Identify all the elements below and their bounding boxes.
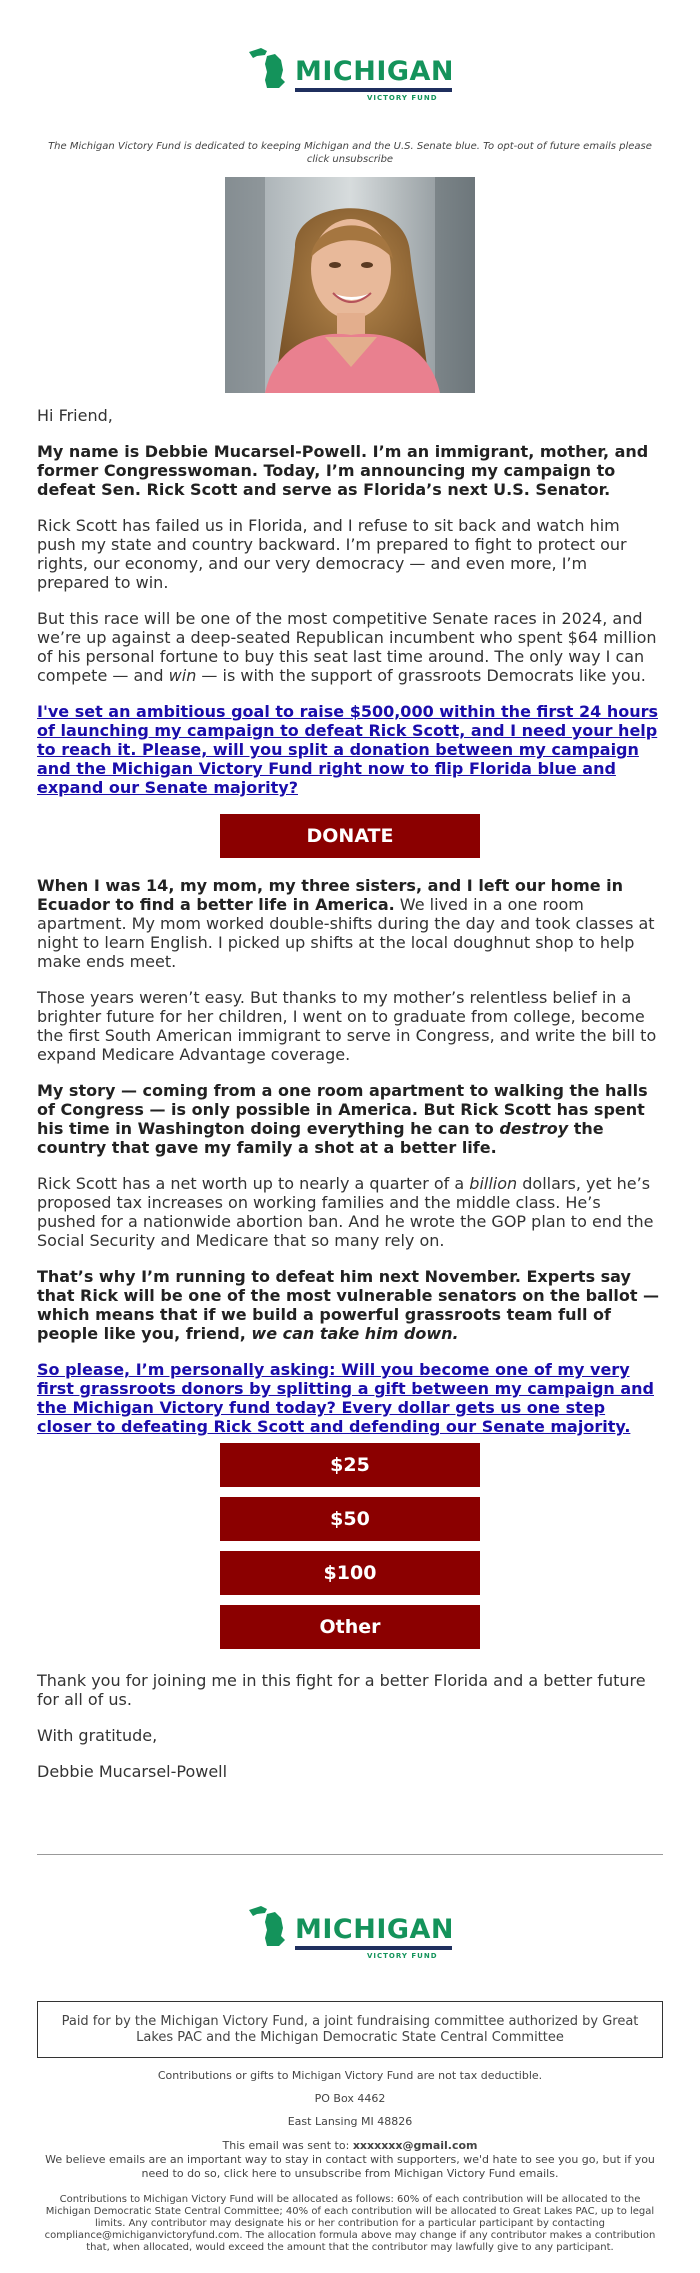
paid-for-text: Paid for by the Michigan Victory Fund, a joint fundraising committee authorized by Great Lakes PAC and the Michigan Democratic State Central Committee (61, 2013, 639, 2045)
michigan-state-icon (245, 42, 293, 90)
paragraph-my-story-a: My story — coming from a one room apartment to walking the halls of Congress — is only possible in America. But Rick Scott has spent his time in Washington doing everything he can to (37, 1081, 648, 1138)
paragraph-my-story-em: destroy (499, 1119, 569, 1138)
email-body (37, 406, 663, 1798)
paragraph-running-a: That’s why I’m running to defeat him next November. Experts say that Rick will be one of the most vulnerable senators on the ballot — which means that if we build a powerful grassroots team full of people like you, friend, (37, 1267, 660, 1343)
logo-bar (295, 88, 452, 92)
logo-wordmark: MICHIGAN (295, 1914, 455, 1945)
donation-ask-link-2[interactable]: So please, I’m personally asking: Will you become one of my very first grassroots donors by splitting a gift between my campaign and the Michigan Victory fund today? Every dollar gets us one step closer to defeating Rick Scott and defending our Senate majority. (37, 1360, 654, 1436)
unsubscribe-note[interactable]: We believe emails are an important way to stay in contact with supporters, we'd hate to see you go, but if you need to do so, click here to unsubscribe from Michigan Victory Fund emails. (45, 2153, 655, 2180)
paragraph-ecuador-bold: When I was 14, my mom, my three sisters, and I left our home in Ecuador to find a better life in America. (37, 876, 624, 914)
thanks-paragraph: Thank you for joining me in this fight for a better Florida and a better future for all of us. (37, 1671, 646, 1709)
sent-to-label: This email was sent to: (222, 2139, 353, 2152)
michigan-victory-fund-logo[interactable] (245, 42, 455, 102)
sent-to-line (40, 2139, 660, 2153)
donate-button[interactable]: DONATE (220, 814, 480, 858)
paragraph-running (37, 1267, 663, 1343)
paid-for-disclaimer (37, 2001, 663, 2058)
city-address: East Lansing MI 48826 (287, 2115, 413, 2128)
paragraph-net-worth-a: Rick Scott has a net worth up to nearly a quarter of a (37, 1174, 470, 1193)
donate-other-button[interactable]: Other (220, 1605, 480, 1649)
paragraph-hard-years: Those years weren’t easy. But thanks to my mother’s relentless belief in a brighter future for her children, I went on to graduate from college, become the first South American immigrant to serve in Congress, and write the bill to expand Medicare Advantage coverage. (37, 988, 657, 1064)
paragraph-competitive-race-em: win (168, 666, 197, 685)
preheader-text: The Michigan Victory Fund is dedicated to keeping Michigan and the U.S. Senate blue. To opt-out of future emails please click unsubscribe (48, 141, 652, 165)
amount-buttons (37, 1436, 663, 1671)
sent-to-email: xxxxxxx@gmail.com (352, 2139, 478, 2152)
not-tax-deductible-note: Contributions or gifts to Michigan Victory Fund are not tax deductible. (157, 2069, 543, 2082)
paragraph-net-worth (37, 1174, 663, 1250)
paragraph-running-em: we can take him down. (251, 1324, 459, 1343)
greeting: Hi Friend, (37, 406, 113, 425)
allocation-disclaimer: Contributions to Michigan Victory Fund will be allocated as follows: 60% of each contribution will be allocated to the Michigan Democratic State Central Committee; 40% of each contribution will be allocated to Great Lakes PAC, up to legal limits. Any contributor may designate his or her contribution for a particular participant by contacting compliance@michiganvictoryfund.com. The allocation formula above may change if any contributor makes a contribution that, when allocated, would exceed the amount that the contributor may lawfully give to any participant. (44, 2194, 656, 2253)
logo-wordmark: MICHIGAN (295, 56, 455, 87)
donation-ask-link-1[interactable]: I've set an ambitious goal to raise $500,000 within the first 24 hours of launching my campaign to defeat Rick Scott, and I need your help to reach it. Please, will you split a donation between my campaign and the Michigan Victory Fund right now to flip Florida blue and expand our Senate majority? (37, 702, 658, 797)
paragraph-ecuador-rest: We lived in a one room apartment. My mom worked double-shifts during the day and took classes at night to learn English. I picked up shifts at the local doughnut shop to help make ends meet. (37, 895, 655, 971)
signature: Debbie Mucarsel-Powell (37, 1762, 228, 1781)
donate-25-button[interactable]: $25 (220, 1443, 480, 1487)
paragraph-competitive-race-b: — is with the support of grassroots Democrats like you. (196, 666, 646, 685)
candidate-photo (225, 177, 475, 393)
signoff: With gratitude, (37, 1726, 158, 1745)
donate-100-button[interactable]: $100 (220, 1551, 480, 1595)
footer-logo[interactable] (245, 1900, 455, 1960)
paragraph-my-story (37, 1081, 663, 1157)
logo-bar (295, 1946, 452, 1950)
footer-divider (37, 1854, 663, 1855)
paragraph-rick-scott-failed: Rick Scott has failed us in Florida, and I refuse to sit back and watch him push my state and country backward. I’m prepared to fight to protect our rights, our economy, and our very democracy — and even more, I’m prepared to win. (37, 516, 627, 592)
paragraph-competitive-race-a: But this race will be one of the most competitive Senate races in 2024, and we’re up against a deep-seated Republican incumbent who spent $64 million of his personal fortune to buy this seat last time around. The only way I can compete — and (37, 609, 657, 685)
paragraph-my-story-b: the country that gave my family a shot at a better life. (37, 1119, 604, 1157)
po-box: PO Box 4462 (314, 2092, 386, 2105)
paragraph-competitive-race (37, 609, 663, 685)
paragraph-net-worth-em: billion (469, 1174, 518, 1193)
paragraph-ecuador (37, 876, 663, 971)
logo-subtitle: VICTORY FUND (367, 94, 438, 102)
paragraph-net-worth-b: dollars, yet he’s proposed tax increases on working families and the middle class. He’s pushed for a nationwide abortion ban. And he wrote the GOP plan to end the Social Security and Medicare that so many rely on. (37, 1174, 654, 1250)
logo-subtitle: VICTORY FUND (367, 1952, 438, 1960)
intro-paragraph: My name is Debbie Mucarsel-Powell. I’m an immigrant, mother, and former Congresswoman. Today, I’m announcing my campaign to defeat Sen. Rick Scott and serve as Florida’s next U.S. Senator. (37, 442, 649, 499)
michigan-state-icon (245, 1900, 293, 1948)
donate-50-button[interactable]: $50 (220, 1497, 480, 1541)
